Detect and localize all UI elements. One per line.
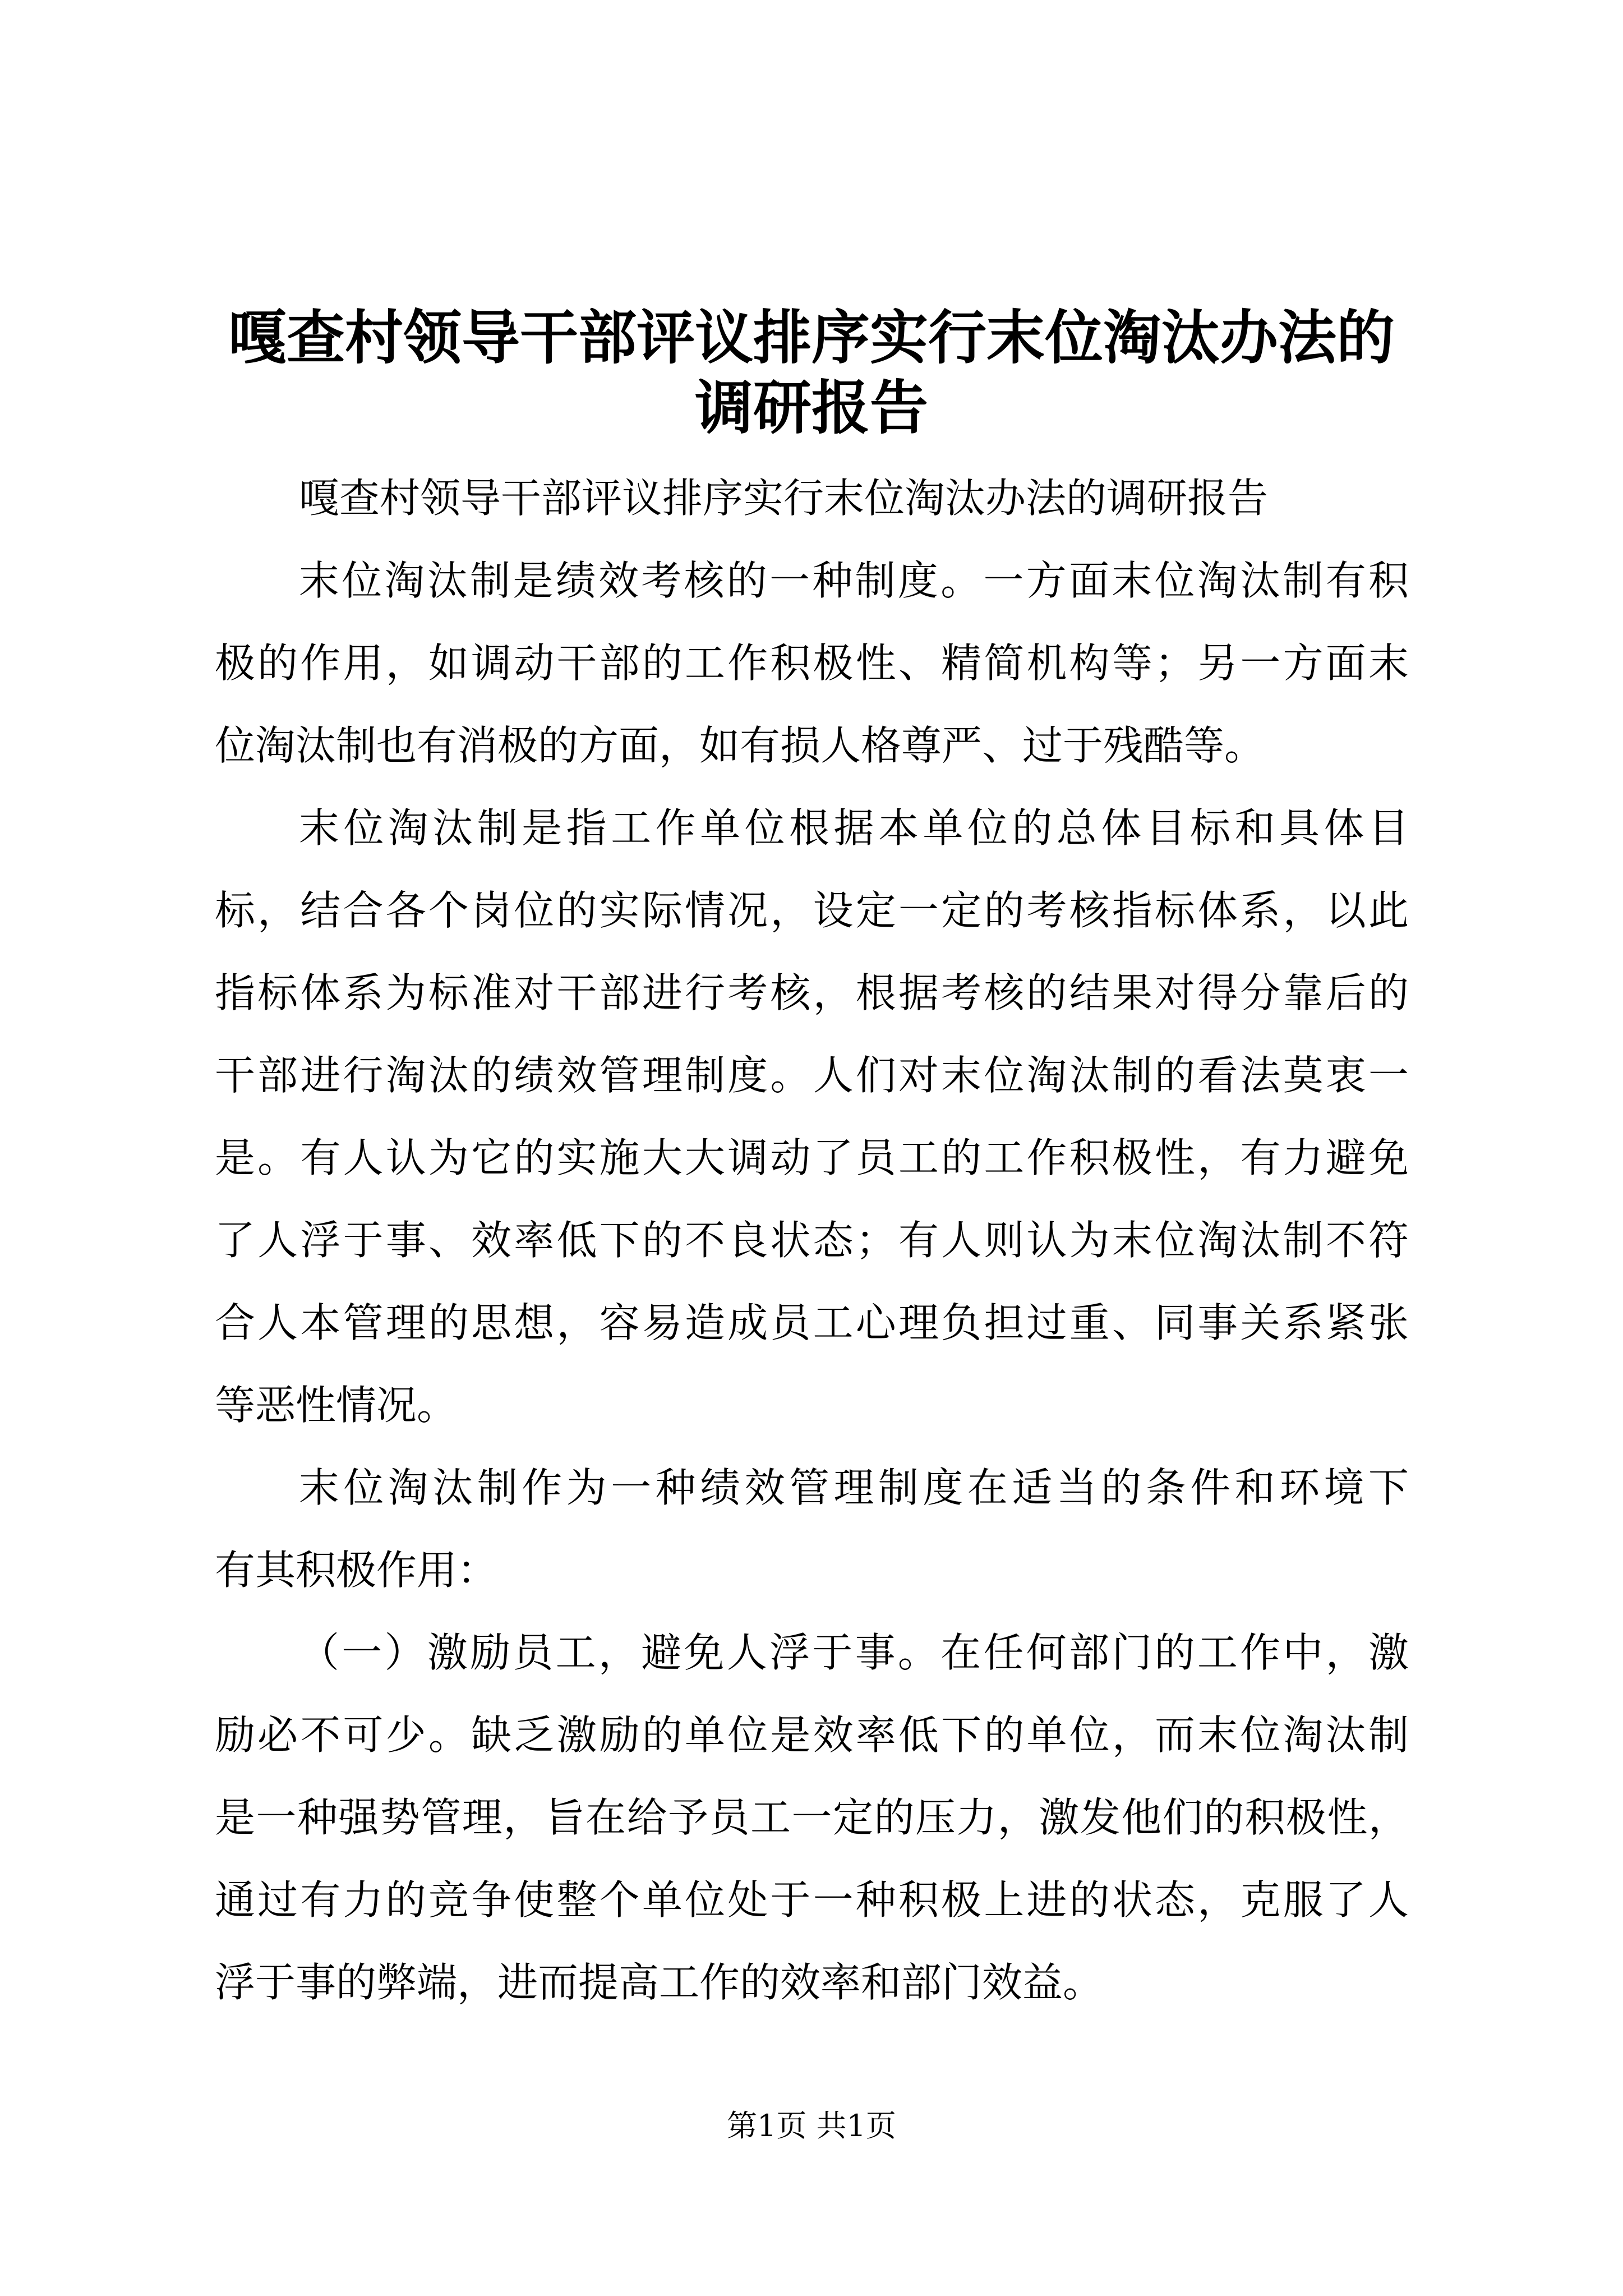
body-line: 了人浮于事、效率低下的不良状态；有人则认为末位淘汰制不符 <box>215 1217 1409 1264</box>
body-line: 位淘汰制也有消极的方面，如有损人格尊严、过于残酷等。 <box>215 722 1265 769</box>
body-line: 干部进行淘汰的绩效管理制度。人们对末位淘汰制的看法莫衷一 <box>215 1052 1409 1099</box>
body-line: （一）激励员工，避免人浮于事。在任何部门的工作中，激 <box>299 1629 1409 1676</box>
body-line: 是一种强势管理，旨在给予员工一定的压力，激发他们的积极性， <box>215 1794 1409 1841</box>
document-title <box>0 302 1623 443</box>
title-line: 嘎查村领导干部评议排序实行末位淘汰办法的 <box>228 303 1395 372</box>
body-line: 末位淘汰制是指工作单位根据本单位的总体目标和具体目 <box>299 804 1409 852</box>
body-line: 极的作用，如调动干部的工作积极性、精简机构等；另一方面末 <box>215 639 1409 687</box>
body-line: 通过有力的竞争使整个单位处于一种积极上进的状态，克服了人 <box>215 1876 1409 1924</box>
paragraph <box>215 787 1409 1447</box>
paragraph <box>215 457 1409 540</box>
body-line: 嘎查村领导干部评议排序实行末位淘汰办法的调研报告 <box>299 475 1269 522</box>
body-line: 标，结合各个岗位的实际情况，设定一定的考核指标体系，以此 <box>215 887 1409 934</box>
title-line: 调研报告 <box>694 373 928 442</box>
paragraph <box>215 1612 1409 2024</box>
document-body <box>215 457 1409 2024</box>
body-line: 末位淘汰制是绩效考核的一种制度。一方面末位淘汰制有积 <box>299 557 1409 604</box>
body-line: 合人本管理的思想，容易造成员工心理负担过重、同事关系紧张 <box>215 1299 1409 1346</box>
page-number-footer: 第1页 共1页 <box>727 2108 896 2143</box>
body-line: 有其积极作用： <box>215 1547 498 1594</box>
body-line: 励必不可少。缺乏激励的单位是效率低下的单位，而末位淘汰制 <box>215 1711 1409 1759</box>
body-line: 是。有人认为它的实施大大调动了员工的工作积极性，有力避免 <box>215 1134 1409 1181</box>
paragraph <box>215 540 1409 787</box>
body-line: 指标体系为标准对干部进行考核，根据考核的结果对得分靠后的 <box>215 969 1409 1016</box>
body-line: 末位淘汰制作为一种绩效管理制度在适当的条件和环境下 <box>299 1464 1409 1511</box>
body-line: 等恶性情况。 <box>215 1382 458 1429</box>
body-line: 浮于事的弊端，进而提高工作的效率和部门效益。 <box>215 1959 1104 2006</box>
paragraph <box>215 1447 1409 1612</box>
